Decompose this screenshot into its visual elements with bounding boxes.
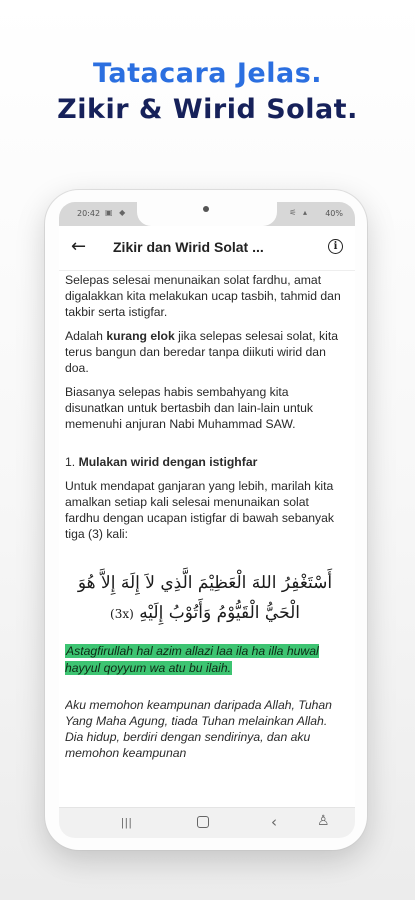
home-icon[interactable]: [197, 816, 209, 828]
page-title: Zikir dan Wirid Solat ...: [113, 239, 264, 255]
signal-icons: ⚟ ▴: [289, 208, 309, 217]
transliteration-block: [65, 643, 345, 677]
phone-screen: [59, 202, 355, 838]
arrow-left-icon[interactable]: ←: [71, 236, 87, 257]
arabic-line-2: الْحَيُّ الْقَيُّوْمُ وَأَتُوْبُ إِلَيْهِ: [139, 603, 300, 623]
warning-text-end: jika selepas selesai solat, kita terus bangun dan beredar tanpa diikuti wirid dan doa.: [65, 329, 339, 375]
arabic-line-2-wrap: [65, 598, 345, 629]
app-bar: [59, 226, 355, 271]
arabic-text: [65, 568, 345, 629]
status-bar: [59, 202, 355, 226]
headline-line-2: Zikir & Wirid Solat.: [57, 94, 358, 125]
camera-icon: [203, 206, 209, 212]
section-title: Mulakan wirid dengan istighfar: [78, 455, 258, 469]
recents-icon[interactable]: |||: [121, 817, 133, 829]
paragraph-warning: [65, 328, 345, 376]
camera-notch: [137, 202, 277, 226]
paragraph-intro: Selepas selesai menunaikan solat fardhu, amat digalakkan kita melakukan ucap tasbih, tahmid dan takbir serta istigfar.: [65, 273, 341, 319]
transliteration-highlight: Astagfirullah hal azim allazi laa ila ha illa huwal hayyul qoyyum wa atu bu ilaih.: [65, 644, 319, 675]
paragraph-sunnah: Biasanya selepas habis sembahyang kita disunatkan untuk bertasbih dan lain-lain untuk memenuhi anjuran Nabi Muhammad SAW.: [65, 385, 313, 431]
arabic-line-1: أَسْتَغْفِرُ اللهَ الْعَظِيْمَ الَّذِي لاَ إِلَهَ إِلاَّ هُوَ: [77, 573, 333, 593]
phone-frame: [45, 190, 367, 850]
system-nav-bar: [59, 807, 355, 838]
back-chevron-icon[interactable]: ‹: [271, 813, 277, 831]
translation-text: Aku memohon keampunan daripada Allah, Tuhan Yang Maha Agung, tiada Tuhan melainkan Allah. Dia hidup, berdiri dengan sendirinya, dan aku memohon keampunan: [65, 698, 332, 760]
headline-line-1: Tatacara Jelas.: [92, 58, 323, 89]
warning-emphasis: kurang elok: [106, 329, 175, 343]
info-icon[interactable]: i: [328, 239, 343, 254]
notification-icons: ▣ ◆: [105, 208, 128, 217]
article-content[interactable]: [65, 272, 345, 812]
battery-level: 40%: [325, 209, 343, 218]
status-time: 20:42: [77, 209, 101, 218]
repeat-count: (3x): [110, 607, 134, 621]
warning-text-start: Adalah: [65, 329, 107, 343]
accessibility-icon[interactable]: ♙: [317, 813, 330, 829]
section-heading: [65, 454, 345, 470]
section-body: Untuk mendapat ganjaran yang lebih, marilah kita amalkan setiap kali selesai menunaikan solat fardhu dengan ucapan istigfar di bawah sebanyak tiga (3) kali:: [65, 479, 334, 541]
section-number: 1.: [65, 455, 76, 469]
